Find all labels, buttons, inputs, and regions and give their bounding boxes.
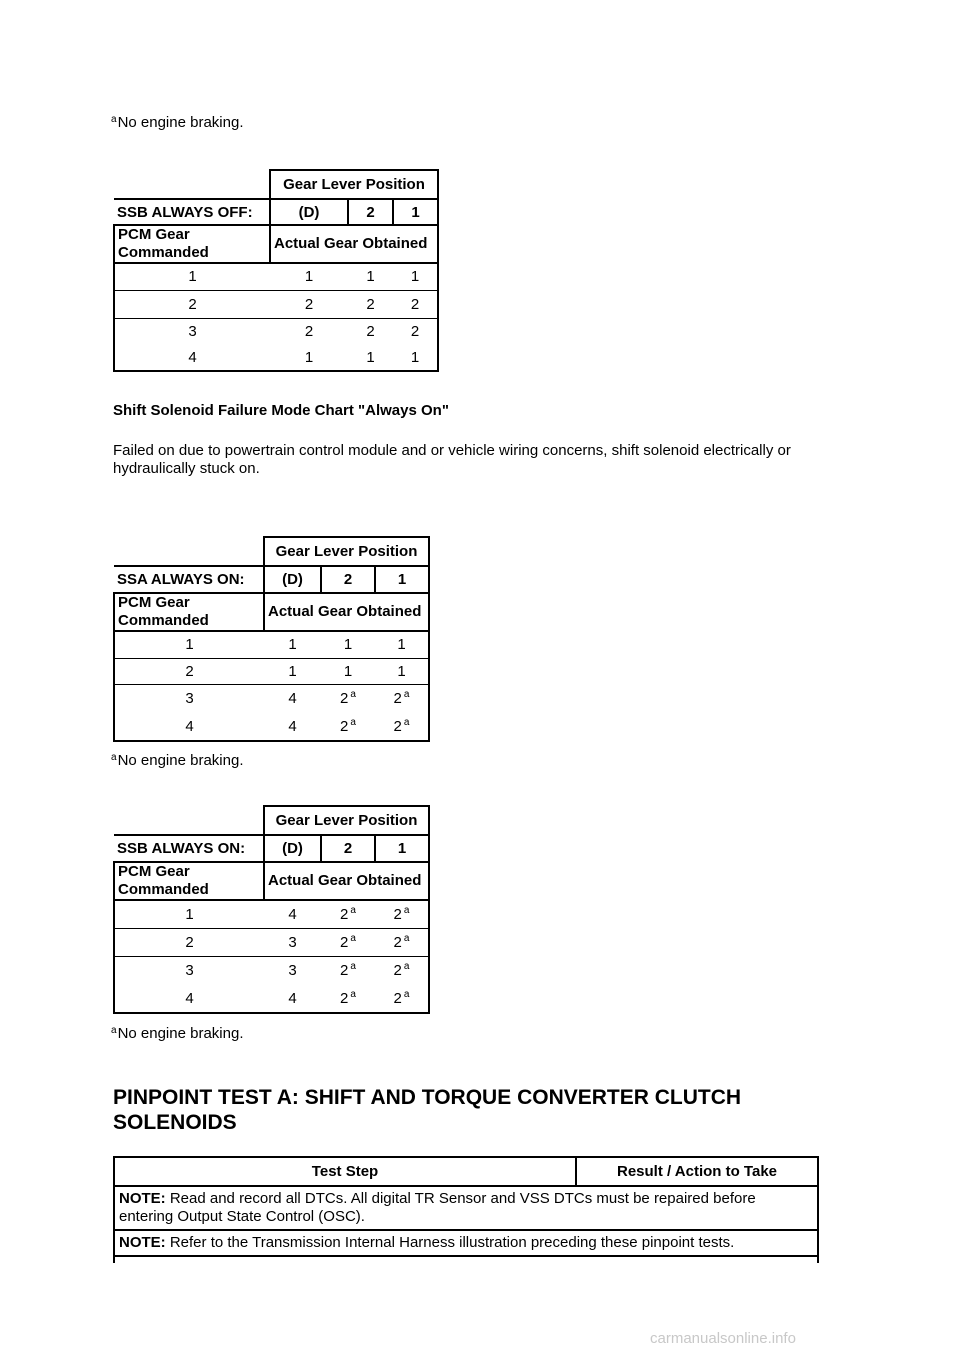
footnote-marker: a [111,752,117,763]
pcm-header: PCM Gear Commanded [114,862,264,900]
note-label: NOTE: [119,1190,166,1207]
footnote-text: No engine braking. [117,752,244,769]
lever-col-1: 1 [375,835,429,862]
table-row: 4 4 2 $^a$ 2 $^a$ [114,713,429,741]
table-row: 3 4 2 $^a$ 2 $^a$ [114,684,429,713]
lever-col-d: (D) [264,566,321,593]
col-result: Result / Action to Take [576,1157,818,1186]
actual-header: Actual Gear Obtained [270,225,438,263]
lever-header: Gear Lever Position [264,537,429,566]
table-row: 4 1 1 1 [114,345,438,371]
lever-header: Gear Lever Position [264,806,429,835]
lever-header: Gear Lever Position [270,170,438,199]
row-label: SSA ALWAYS ON: [114,566,264,593]
footnote-marker: a [350,961,356,973]
footnote-marker: a [111,114,117,125]
lever-col-1: 1 [393,199,438,225]
lever-col-d: (D) [270,199,348,225]
table-row: 2 3 2 $^a$ 2 $^a$ [114,928,429,956]
footnote-marker: a [403,932,410,944]
table-row: 2 2 2 2 [114,290,438,318]
table-footnote [111,752,243,769]
table-row: 1 1 1 1 [114,263,438,290]
footnote-text: No engine braking. [117,114,244,131]
section-caption: Shift Solenoid Failure Mode Chart "Always On" [113,402,449,419]
pinpoint-table [113,1156,819,1263]
footnote-marker: a [403,989,410,1000]
actual-header: Actual Gear Obtained [264,593,429,631]
table-row: 1 4 2 $^a$ 2 $^a$ [114,900,429,928]
footnote-marker: a [350,932,356,944]
lever-col-d: (D) [264,835,321,862]
note-label: NOTE: [119,1234,166,1251]
gear-table-ssa-on [113,536,430,742]
note-text: Read and record all DTCs. All digital TR Sensor and VSS DTCs must be repaired before entering Output State Control (OSC). [119,1190,756,1225]
table-footnote [111,1025,243,1042]
lever-col-2: 2 [321,835,375,862]
pinpoint-title: PINPOINT TEST A: SHIFT AND TORQUE CONVERTER CLUTCH SOLENOIDS [113,1086,742,1134]
lever-col-1: 1 [375,566,429,593]
lever-col-2: 2 [348,199,393,225]
pcm-header: PCM Gear Commanded [114,593,264,631]
lever-col-2: 2 [321,566,375,593]
footnote-marker: a [350,717,356,728]
row-label: SSB ALWAYS ON: [114,835,264,862]
watermark: carmanualsonline.info [650,1330,796,1347]
actual-header: Actual Gear Obtained [264,862,429,900]
gear-table-ssb-on [113,805,430,1014]
table-row: 3 2 2 2 [114,318,438,345]
footnote-marker: a [350,689,356,701]
top-footnote [111,114,243,131]
row-label: SSB ALWAYS OFF: [114,199,270,225]
table-row: 3 3 2 $^a$ 2 $^a$ [114,956,429,985]
footnote-marker: a [403,961,410,973]
footnote-marker: a [403,689,410,701]
col-test-step: Test Step [114,1157,576,1186]
pcm-header: PCM Gear Commanded [114,225,270,263]
section-paragraph: Failed on due to powertrain control module and or vehicle wiring concerns, shift solenoid electrically or hydraulically stuck on. [113,442,791,477]
table-row [114,1186,818,1230]
table-row: 4 4 2 $^a$ 2 $^a$ [114,985,429,1013]
footnote-marker: a [350,989,356,1000]
footnote-text: No engine braking. [117,1025,244,1042]
footnote-marker: a [111,1025,117,1036]
note-text: Refer to the Transmission Internal Harness illustration preceding these pinpoint tests. [169,1234,735,1251]
footnote-marker: a [403,904,410,916]
footnote-marker: a [350,904,356,916]
table-row [114,1230,818,1256]
footnote-marker: a [403,717,410,728]
table-row: 1 1 1 1 [114,631,429,658]
table-row: 2 1 1 1 [114,658,429,684]
gear-table-ssb-off [113,169,439,372]
